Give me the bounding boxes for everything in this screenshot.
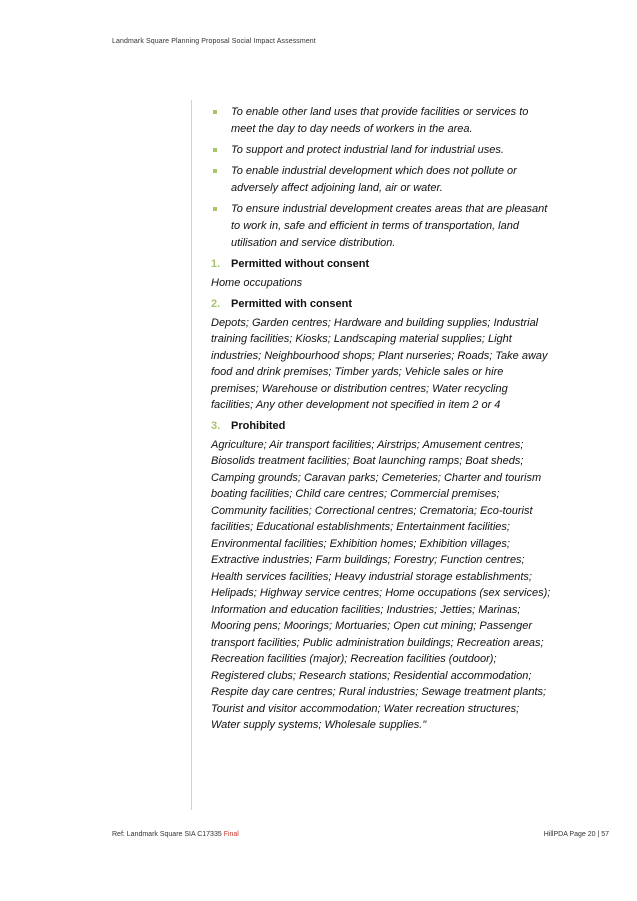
bullet-text: To enable other land uses that provide facilities or services to meet the day to day needs of workers in the area. [231,106,529,135]
section-title: Prohibited [231,419,286,432]
bullet-text: To enable industrial development which does not pollute or adversely affect adjoining land, air or water. [231,165,517,194]
section-title: Permitted with consent [231,297,353,310]
section-text: Depots; Garden centres; Hardware and building supplies; Industrial training facilities; Kiosks; Landscaping material supplies; Light industries; Neighbourhood shops; Plant nurseries; Roads; Take away food and drink premises; Timber yards; Vehicle sales or hire premises; Warehouse or distribution centres; Water recycling facilities; Any other development not specified in item 2 or 4 [211,316,548,411]
margin-rule [191,100,192,810]
section-heading-prohibited [211,420,551,432]
footer-page-number: HillPDA Page 20 | 57 [543,831,609,838]
list-item [211,142,551,159]
section-title: Permitted without consent [231,258,370,270]
bullet-icon [213,148,217,152]
section-number: 2. [211,297,221,310]
page-content [211,104,551,740]
bullet-text: To support and protect industrial land for industrial uses. [231,144,504,156]
list-item [211,104,551,138]
bullet-icon [213,169,217,173]
footer-ref-text: Ref: Landmark Square SIA C17335 [112,831,222,838]
section-heading-permitted-without-consent [211,258,551,270]
footer-reference [112,831,239,838]
bullet-icon [213,207,217,211]
section-number: 3. [211,419,221,432]
bullet-text: To ensure industrial development creates areas that are pleasant to work in, safe and efficient in terms of transportation, land utilisation and service distribution. [231,203,548,249]
section-heading-permitted-with-consent [211,298,551,310]
section-number: 1. [211,258,221,270]
objectives-list [211,104,551,252]
document-header: Landmark Square Planning Proposal Social Impact Assessment [112,38,316,45]
list-item [211,201,551,252]
section-text: Home occupations [211,277,303,289]
bullet-icon [213,110,217,114]
section-text: Agriculture; Air transport facilities; Airstrips; Amusement centres; Biosolids treatment facilities; Boat launching ramps; Boat sheds; Camping grounds; Caravan parks; Cemeteries; Charter and tourism boating facilities; Child care centres; Commercial premises; Community facilities; Correctional centres; Crematoria; Eco-tourist facilities; Educational establishments; Entertainment facilities; Environmental facilities; Exhibition homes; Exhibition villages; Extractive industries; Farm buildings; Forestry; Function centres; Health services facilities; Heavy industrial storage establishments; Helipads; Highway service centres; Home occupations (sex services); Information and education facilities; Industries; Jetties; Marinas; Mooring pens; Moorings; Mortuaries; Open cut mining; Passenger transport facilities; Public administration buildings; Recreation areas; Recreation facilities (major); Recreation facilities (outdoor); Registered clubs; Research stations; Residential accommodation; Respite day care centres; Rural industries; Sewage treatment plants; Tourist and visitor accommodation; Water recreation structures; Water supply systems; Wholesale supplies." [211,438,551,731]
list-item [211,163,551,197]
footer-status: Final [223,831,239,838]
